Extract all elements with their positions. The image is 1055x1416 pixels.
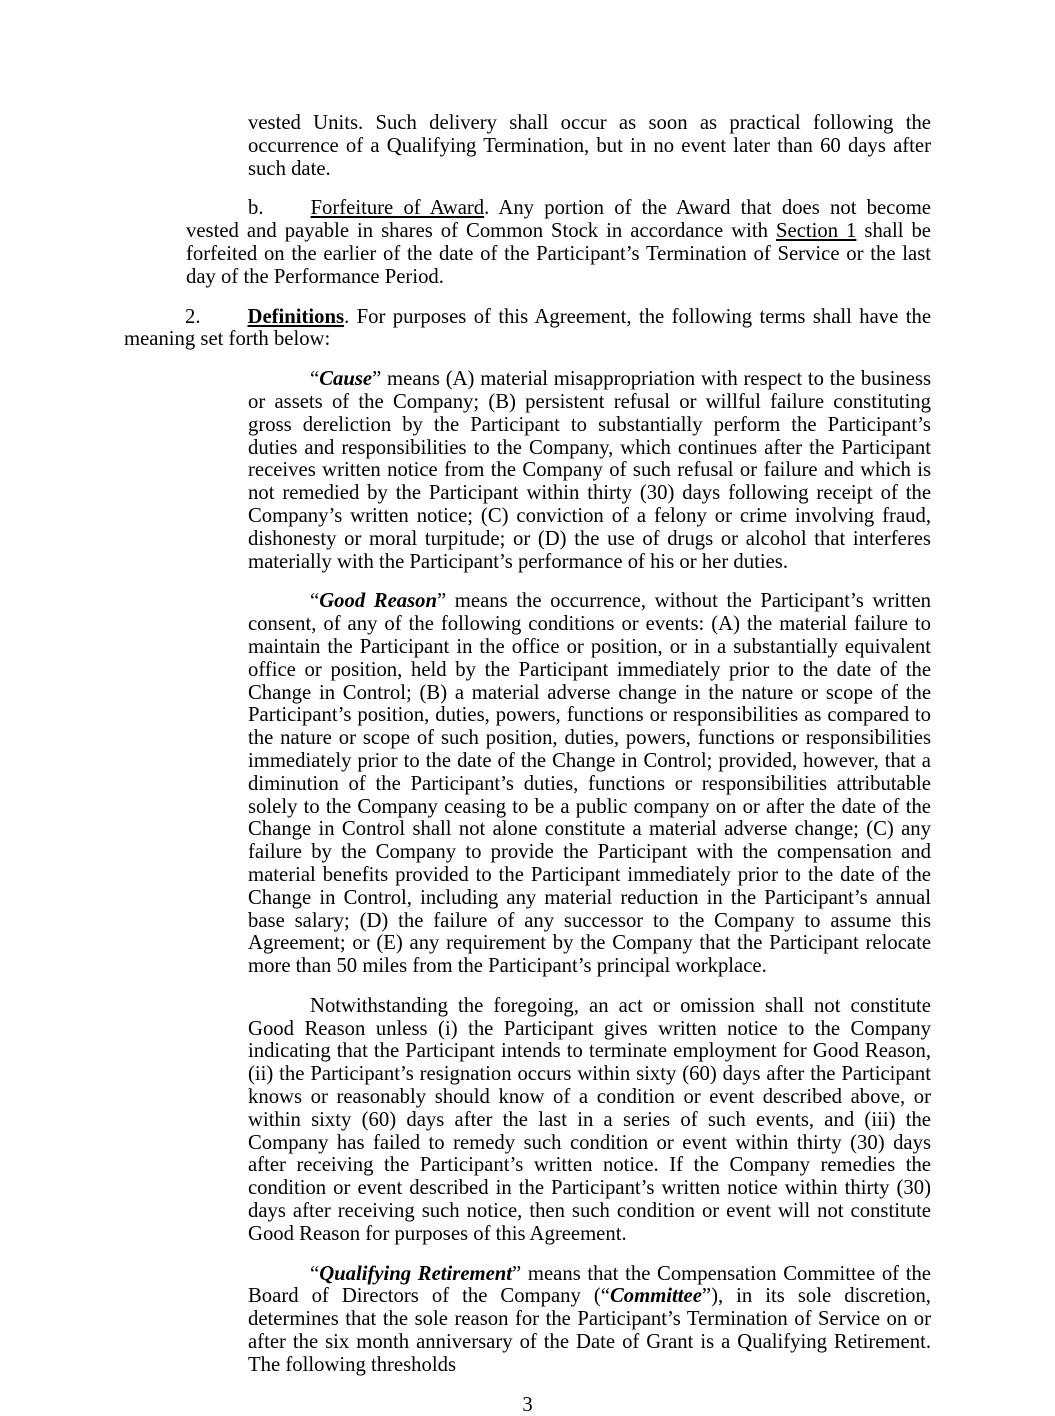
term-qualifying-retirement: Qualifying Retirement — [319, 1262, 513, 1285]
definitions-heading: Definitions — [247, 305, 345, 328]
paragraph-forfeiture-of-award — [186, 197, 931, 288]
section-1-reference: Section 1 — [776, 220, 857, 243]
definition-qualifying-retirement — [248, 1263, 931, 1377]
open-quote: “ — [310, 590, 320, 613]
cause-body-run: ” means (A) material misappropriation with respect to the business or assets of the Company; (B) persistent refusal or willful failure constituting gross dereliction by the Participant to substantially perform the Participant’s duties and responsibilities to the Company, which continues after the Participant receives written notice from the Company of such refusal or failure and which is not remedied by the Participant within thirty (30) days following receipt of the Company’s written notice; (C) conviction of a felony or crime involving fraud, dishonesty or moral turpitude; or (D) the use of drugs or alcohol that interferes materially with the Participant’s performance of his or her duties. — [248, 368, 931, 573]
term-cause: Cause — [319, 368, 373, 391]
definition-cause — [248, 368, 931, 573]
forfeiture-heading: Forfeiture of Award — [310, 197, 485, 220]
definitions-body-run: . For purposes of this Agreement, the following terms shall have the meaning set forth below: — [124, 305, 931, 351]
term-good-reason: Good Reason — [319, 590, 437, 613]
paragraph-definitions — [124, 306, 931, 352]
list-label-b: b. — [248, 197, 264, 220]
paragraph-vesting-continuation: vested Units. Such delivery shall occur as soon as practical following the occurrence of a Qualifying Termination, but in no event later than 60 days after such date. — [248, 112, 931, 180]
page-number: 3 — [522, 1393, 533, 1416]
forfeiture-body-rest: shall be forfeited on the earlier of the date of the Participant’s Termination of Service or the last day of the Performance Period. — [186, 220, 931, 288]
open-quote: “ — [310, 368, 320, 391]
qualifying-retirement-body-run: ” means that the Compensation Committee of the Board of Directors of the Company (“ — [248, 1262, 931, 1308]
qualifying-retirement-body-rest: ”), in its sole discretion, determines that the sole reason for the Participant’s Termination of Service on or after the six month anniversary of the Date of Grant is a Qualifying Retirement. The following thresholds — [248, 1285, 931, 1376]
open-quote: “ — [310, 1262, 320, 1285]
good-reason-body-run: ” means the occurrence, without the Participant’s written consent, of any of the following conditions or events: (A) the material failure to maintain the Participant in the office or position, or in a substantially equivalent office or position, held by the Participant immediately prior to the date of the Change in Control; (B) a material adverse change in the nature or scope of the Participant’s position, duties, powers, functions or responsibilities as compared to the nature or scope of such position, duties, powers, functions or responsibilities immediately prior to the date of the Change in Control; provided, however, that a diminution of the Participant’s duties, functions or responsibilities attributable solely to the Company ceasing to be a public company on or after the date of the Change in Control shall not alone constitute a material adverse change; (C) any failure by the Company to provide the Participant with the compensation and material benefits provided to the Participant immediately prior to the date of the Change in Control, including any material reduction in the Participant’s annual base salary; (D) the failure of any successor to the Company to assume this Agreement; or (E) any requirement by the Company that the Participant relocate more than 50 miles from the Participant’s principal workplace. — [248, 590, 931, 978]
term-committee: Committee — [609, 1285, 702, 1308]
definition-good-reason — [248, 590, 931, 978]
forfeiture-body-run: . Any portion of the Award that does not become vested and payable in shares of Common Stock in accordance with — [186, 197, 931, 243]
section-label-2: 2. — [185, 305, 201, 328]
paragraph-good-reason-conditions: Notwithstanding the foregoing, an act or omission shall not constitute Good Reason unless (i) the Participant gives written notice to the Company indicating that the Participant intends to terminate employment for Good Reason, (ii) the Participant’s resignation occurs within sixty (60) days after the Participant knows or reasonably should know of a condition or event described above, or within sixty (60) days after the last in a series of such events, and (iii) the Company has failed to remedy such condition or event within thirty (30) days after receiving the Participant’s written notice. If the Company remedies the condition or event described in the Participant’s written notice within thirty (30) days after receiving such notice, then such condition or event will not constitute Good Reason for purposes of this Agreement. — [248, 994, 931, 1245]
